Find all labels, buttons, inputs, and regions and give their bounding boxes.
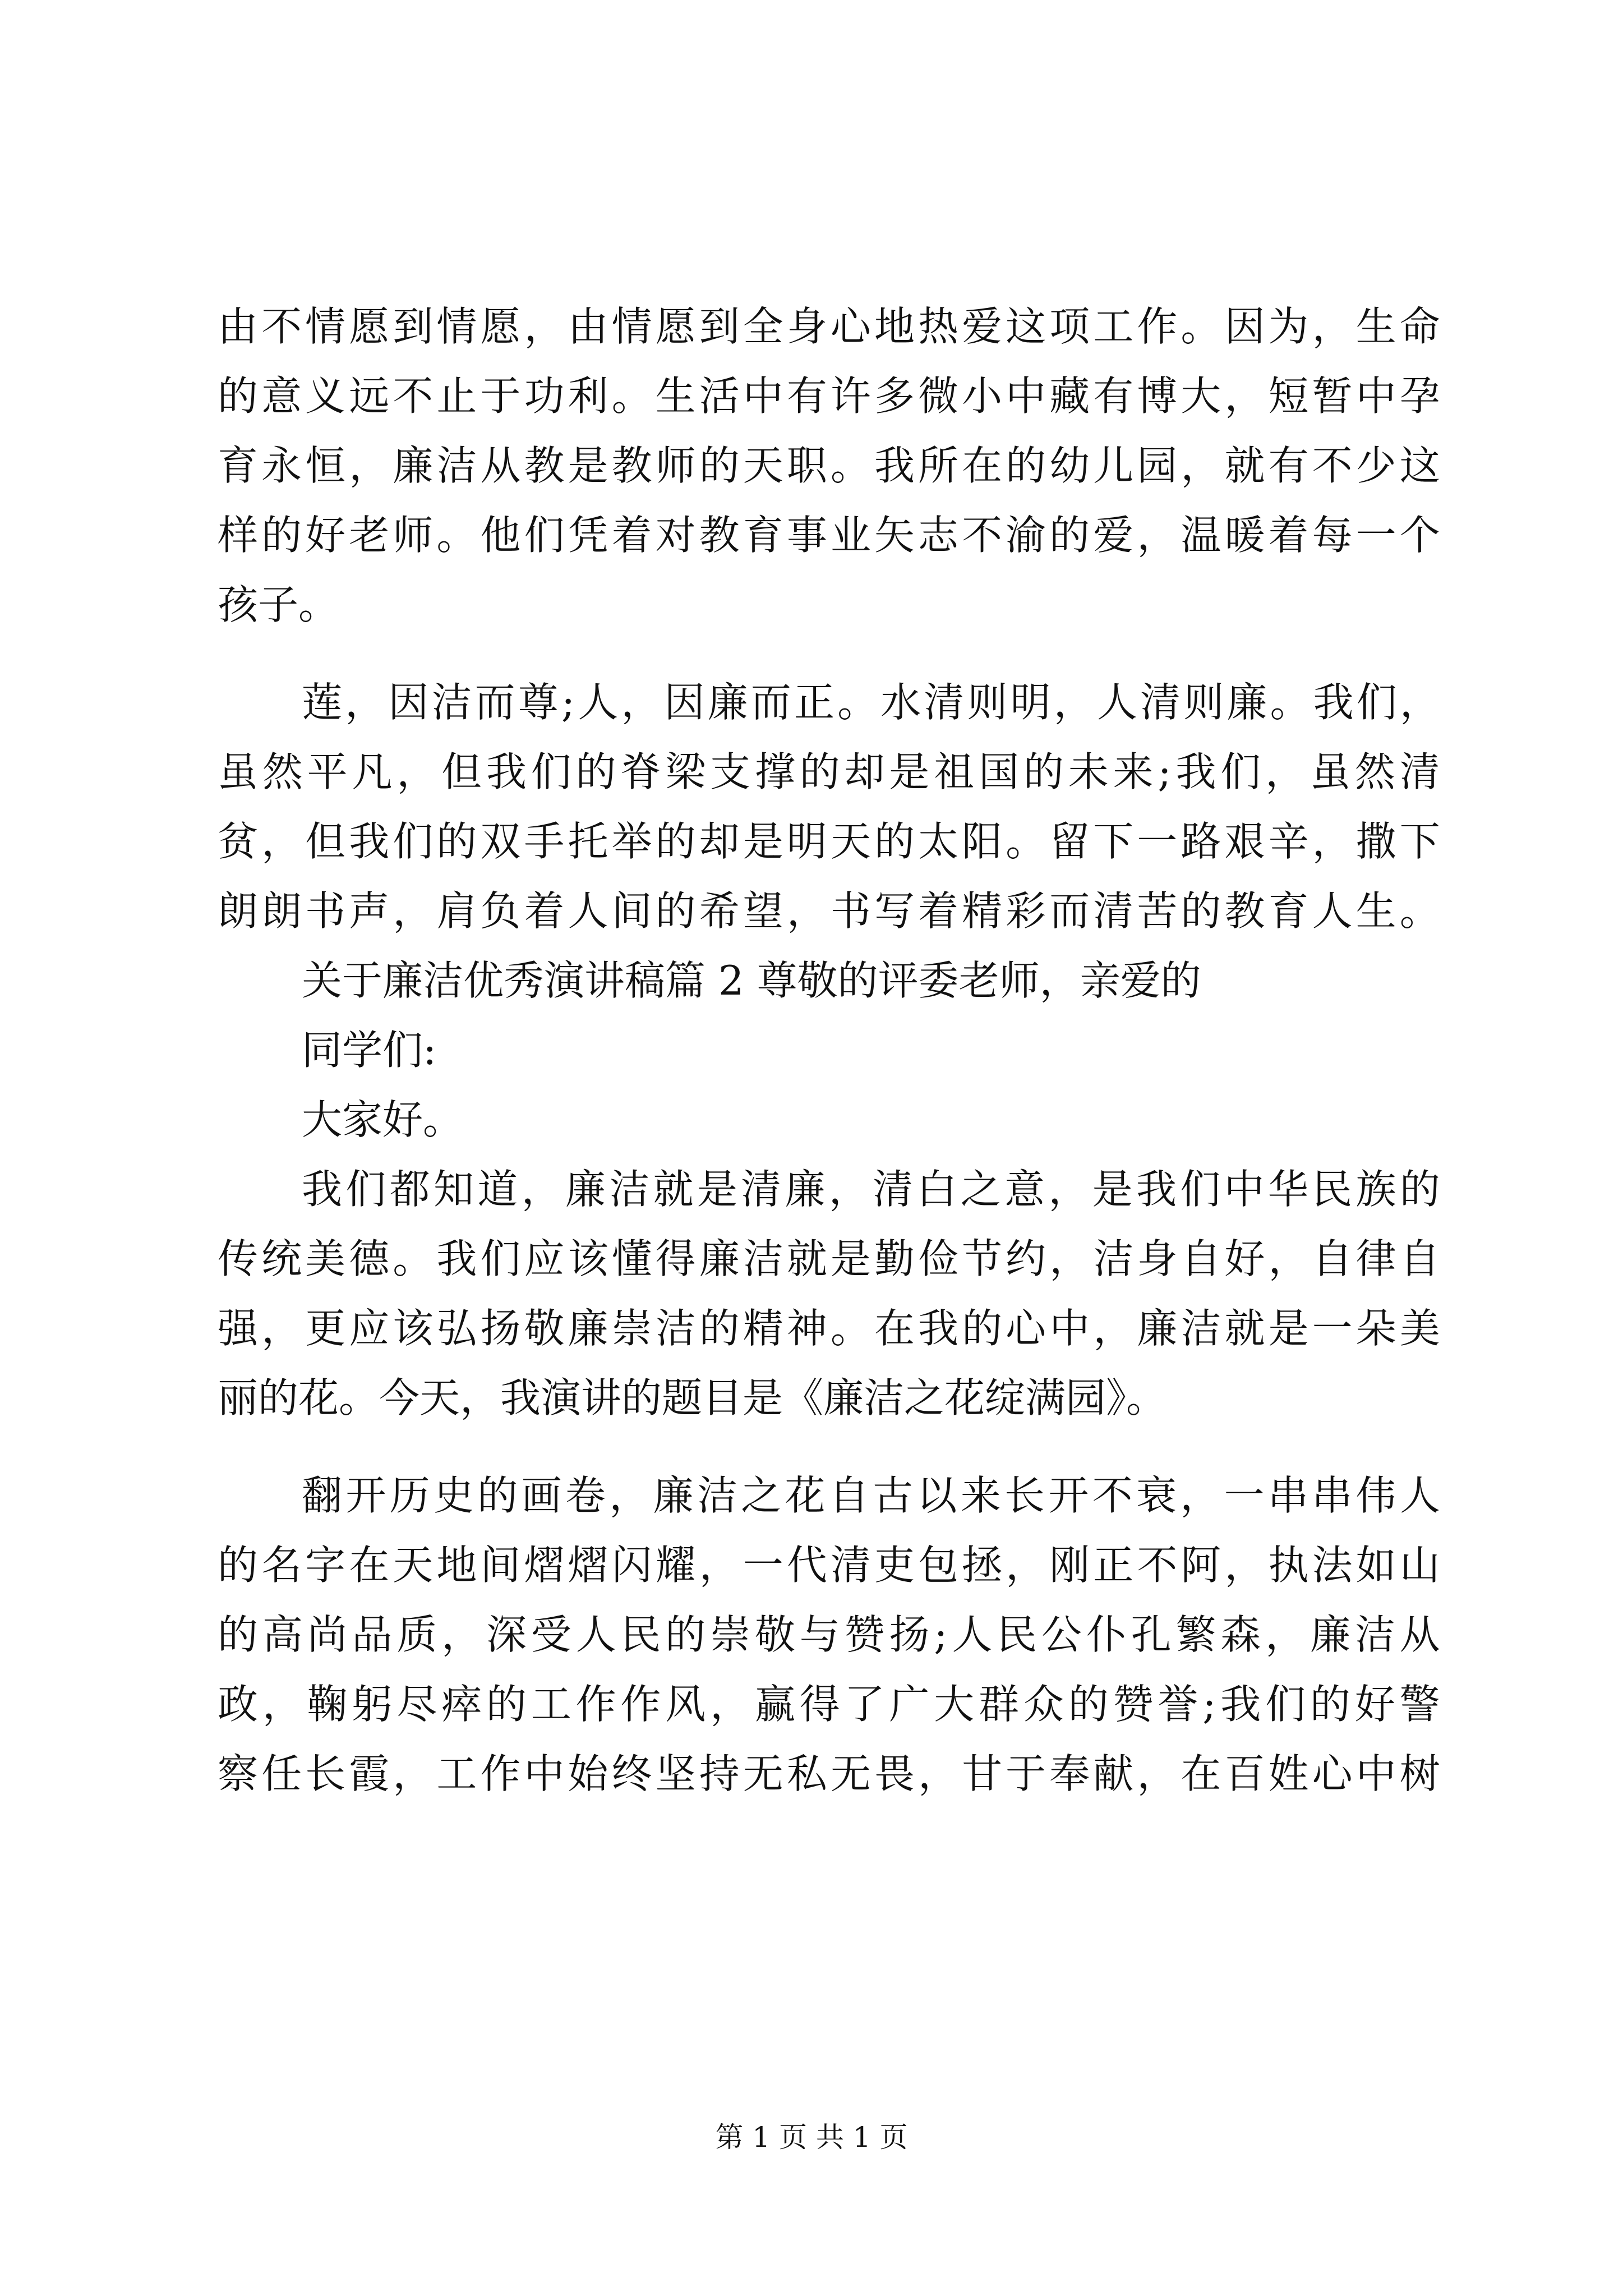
text-line: 由 不 情 愿 到 情 愿 ， 由 情 愿 到 全 身 心 地 热 爱 这 项 工 作 。 因 为 ， 生 命 — [218, 303, 1440, 350]
text-line: 虽 然 平 凡 ， 但 我 们 的 脊 梁 支 撑 的 却 是 祖 国 的 未 来 ; 我 们 ， 虽 然 清 — [218, 748, 1440, 795]
text-line: 强 ， 更 应 该 弘 扬 敬 廉 崇 洁 的 精 神 。 在 我 的 心 中 ， 廉 洁 就 是 一 朵 美 — [218, 1305, 1440, 1352]
text-line: 传 统 美 德 。 我 们 应 该 懂 得 廉 洁 就 是 勤 俭 节 约 ， 洁 身 自 好 ， 自 律 自 — [218, 1235, 1440, 1282]
text-line: 莲 ， 因 洁 而 尊 ; 人 ， 因 廉 而 正 。 水 清 则 明 ， 人 清 则 廉 。 我 们 ， — [302, 679, 1440, 726]
text-line: 翻 开 历 史 的 画 卷 ， 廉 洁 之 花 自 古 以 来 长 开 不 衰 ， 一 串 串 伟 人 — [302, 1472, 1440, 1519]
text-line: 贫 ， 但 我 们 的 双 手 托 举 的 却 是 明 天 的 太 阳 。 留 下 一 路 艰 辛 ， 撒 下 — [218, 818, 1440, 865]
document-body — [218, 292, 1440, 1809]
text-line: 样 的 好 老 师 。 他 们 凭 着 对 教 育 事 业 矢 志 不 渝 的 爱 ， 温 暖 着 每 一 个 — [218, 512, 1440, 559]
page-footer: 第 1 页 共 1 页 — [715, 2121, 908, 2154]
text-line: 的 名 字 在 天 地 间 熠 熠 闪 耀 ， 一 代 清 吏 包 拯 ， 刚 正 不 阿 ， 执 法 如 山 — [218, 1542, 1440, 1589]
text-line: 我 们 都 知 道 ， 廉 洁 就 是 清 廉 ， 清 白 之 意 ， 是 我 们 中 华 民 族 的 — [302, 1166, 1440, 1213]
text-line: 大家好。 — [302, 1096, 464, 1143]
text-line: 的 意 义 远 不 止 于 功 利 。 生 活 中 有 许 多 微 小 中 藏 有 博 大 ， 短 暂 中 孕 — [218, 372, 1440, 420]
text-line: 关于廉洁优秀演讲稿篇 2 尊敬的评委老师，亲爱的 — [302, 957, 1201, 1004]
text-line: 政 ， 鞠 躬 尽 瘁 的 工 作 作 风 ， 赢 得 了 广 大 群 众 的 赞 誉 ; 我 们 的 好 警 — [218, 1681, 1440, 1728]
text-line: 孩子。 — [218, 581, 339, 628]
text-line: 丽的花。今天，我演讲的题目是《廉洁之花绽满园》。 — [218, 1374, 1167, 1421]
text-line: 朗 朗 书 声 ， 肩 负 着 人 间 的 希 望 ， 书 写 着 精 彩 而 清 苦 的 教 育 人 生 。 — [218, 887, 1440, 935]
text-line: 育 永 恒 ， 廉 洁 从 教 是 教 师 的 天 职 。 我 所 在 的 幼 儿 园 ， 就 有 不 少 这 — [218, 442, 1440, 489]
text-line: 察 任 长 霞 ， 工 作 中 始 终 坚 持 无 私 无 畏 ， 甘 于 奉 献 ， 在 百 姓 心 中 树 — [218, 1750, 1440, 1797]
text-line: 同学们: — [302, 1027, 437, 1074]
text-line: 的 高 尚 品 质 ， 深 受 人 民 的 崇 敬 与 赞 扬 ; 人 民 公 仆 孔 繁 森 ， 廉 洁 从 — [218, 1611, 1440, 1658]
